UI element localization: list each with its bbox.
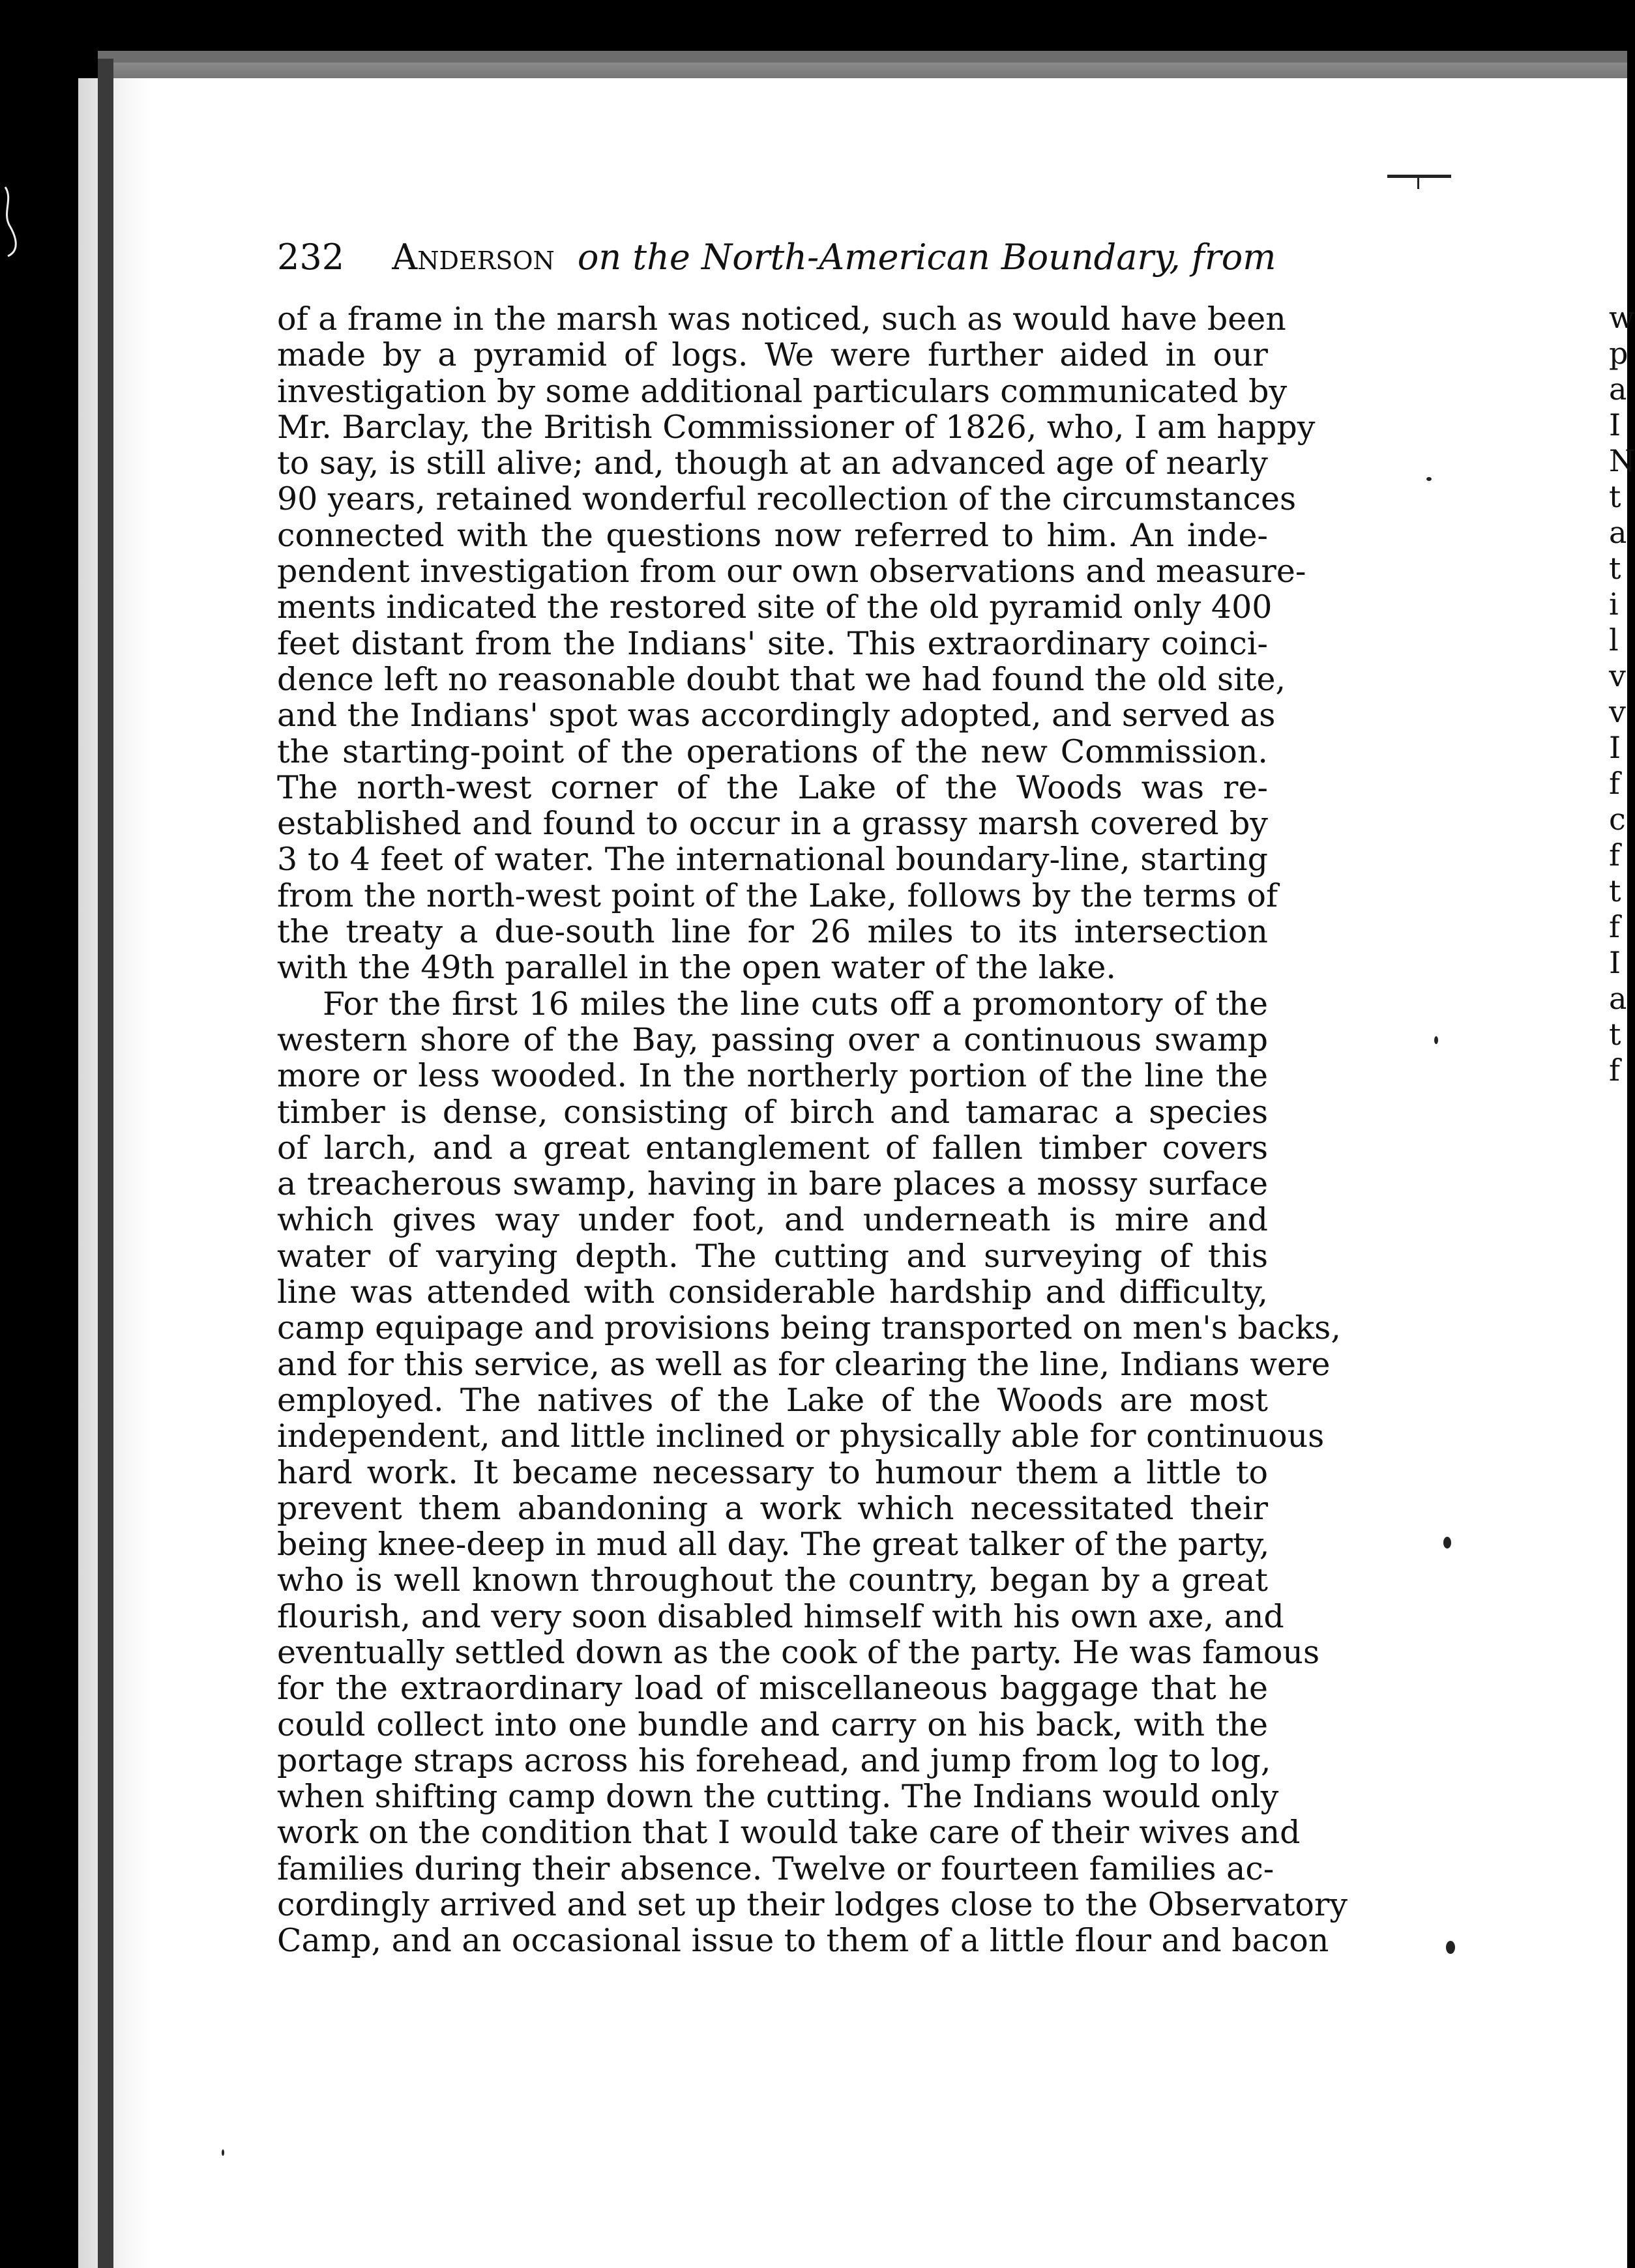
text-line: a treacherous swamp, having in bare places a mossy surface [277,1165,1268,1203]
facing-page-letter: a [1609,981,1627,1016]
text-line: flourish, and very soon disabled himself with his own axe, and [277,1597,1284,1635]
header-title: on the North-American Boundary, from [577,237,1276,278]
text-line: ments indicated the restored site of the old pyramid only 400 [277,589,1273,626]
facing-page-letter: v [1609,658,1626,693]
text-line: which gives way under foot, and underneath is mire and [277,1201,1268,1239]
text-line: made by a pyramid of logs. We were further aided in our [277,336,1268,374]
text-line: Camp, and an occasional issue to them of a little flour and bacon [277,1922,1329,1960]
text-line: dence left no reasonable doubt that we had found the old site, [277,660,1286,698]
facing-page-letter: I [1609,407,1621,443]
text-line: Mr. Barclay, the British Commissioner of 1826, who, I am happy [277,408,1316,446]
margin-rule-mark [1387,175,1451,178]
facing-page-letter: f [1609,1053,1621,1088]
facing-page-letter: c [1609,802,1626,837]
text-line: employed. The natives of the Lake of the Woods are most [277,1381,1268,1419]
page-speck [1443,1537,1451,1548]
text-line: independent, and little inclined or physically able for continuous [277,1418,1325,1455]
text-line: when shifting camp down the cutting. The Indians would only [277,1778,1279,1816]
text-line: 3 to 4 feet of water. The international boundary-line, starting [277,841,1268,879]
facing-page-letter: a [1609,515,1627,550]
text-line: connected with the questions now referred to him. An inde- [277,516,1268,554]
paragraph-1 [277,300,1316,987]
text-line: more or less wooded. In the northerly portion of the line the [277,1057,1268,1095]
margin-rule-tick [1417,177,1419,189]
text-line: established and found to occur in a grassy marsh covered by [277,805,1268,843]
body-text [277,300,1348,1960]
text-line: the starting-point of the operations of the new Commission. [277,733,1268,770]
page-number: 232 [277,237,345,278]
text-line: pendent investigation from our own observations and measure- [277,553,1306,590]
facing-page-letter: t [1609,1017,1621,1052]
text-line: work on the condition that I would take care of their wives and [277,1814,1301,1852]
page-speck [1446,1941,1455,1954]
facing-page-letter: t [1609,551,1621,586]
page-gutter-shadow [78,78,150,2268]
text-line: and the Indians' spot was accordingly adopted, and served as [277,697,1276,734]
text-line: of a frame in the marsh was noticed, such as would have been [277,300,1286,338]
paragraph-2 [277,985,1348,1960]
facing-page-letter: w [1609,300,1635,335]
text-line: camp equipage and provisions being transported on men's backs, [277,1309,1341,1347]
page-left-edge [98,59,113,2268]
facing-page-letter: f [1609,837,1621,873]
facing-page-letter: i [1609,587,1619,622]
scan-edge-mark [0,186,26,257]
facing-page-letter: t [1609,873,1621,909]
text-line: who is well known throughout the country, began by a great [277,1562,1268,1599]
text-line: 90 years, retained wonderful recollection of the circumstances [277,480,1297,518]
page-speck [1434,1036,1438,1044]
facing-page-letter: a [1609,371,1627,407]
facing-page-letter: f [1609,766,1621,801]
facing-page-letter: N [1609,443,1635,478]
text-line: for the extraordinary load of miscellaneous baggage that he [277,1670,1268,1708]
text-line: investigation by some additional particulars communicated by [277,372,1288,410]
text-line: western shore of the Bay, passing over a continuous swamp [277,1021,1268,1058]
text-line: could collect into one bundle and carry on his back, with the [277,1706,1268,1743]
text-line: from the north-west point of the Lake, follows by the terms of [277,877,1278,914]
facing-page-letter: f [1609,909,1621,944]
text-line: The north-west corner of the Lake of the Woods was re- [277,768,1268,806]
text-line: line was attended with considerable hardship and difficulty, [277,1273,1268,1311]
facing-page-letter: I [1609,945,1621,980]
text-line: to say, is still alive; and, though at an advanced age of nearly [277,444,1268,482]
text-line: For the first 16 miles the line cuts off a promontory of the [323,985,1268,1023]
text-line: portage straps across his forehead, and jump from log to log, [277,1741,1271,1779]
facing-page-fragment [1609,300,1635,1088]
running-header [277,231,1281,284]
text-line: feet distant from the Indians' site. This extraordinary coinci- [277,624,1268,662]
text-line: of larch, and a great entanglement of fallen timber covers [277,1129,1268,1167]
facing-page-letter: v [1609,694,1626,729]
text-line: being knee-deep in mud all day. The great talker of the party, [277,1526,1270,1563]
text-line: prevent them abandoning a work which necessitated their [277,1489,1268,1527]
facing-page-letter: t [1609,479,1621,514]
text-line: water of varying depth. The cutting and surveying of this [277,1237,1268,1275]
text-line: with the 49th parallel in the open water of the lake. [277,949,1116,987]
text-line: cordingly arrived and set up their lodges close to the Observatory [277,1886,1348,1924]
header-author: Anderson [392,237,555,278]
text-line: eventually settled down as the cook of the party. He was famous [277,1633,1320,1671]
text-line: hard work. It became necessary to humour them a little to [277,1453,1268,1491]
page-speck [1426,477,1432,481]
text-line: timber is dense, consisting of birch and tamarac a species [277,1093,1268,1131]
facing-page-letter: l [1609,622,1619,658]
page-speck [222,2149,224,2156]
text-line: the treaty a due-south line for 26 miles to its intersection [277,913,1268,951]
facing-page-letter: p [1609,336,1628,371]
text-line: families during their absence. Twelve or fourteen families ac- [277,1850,1274,1887]
facing-page-letter: I [1609,730,1621,765]
text-line: and for this service, as well as for clearing the line, Indians were [277,1345,1331,1383]
